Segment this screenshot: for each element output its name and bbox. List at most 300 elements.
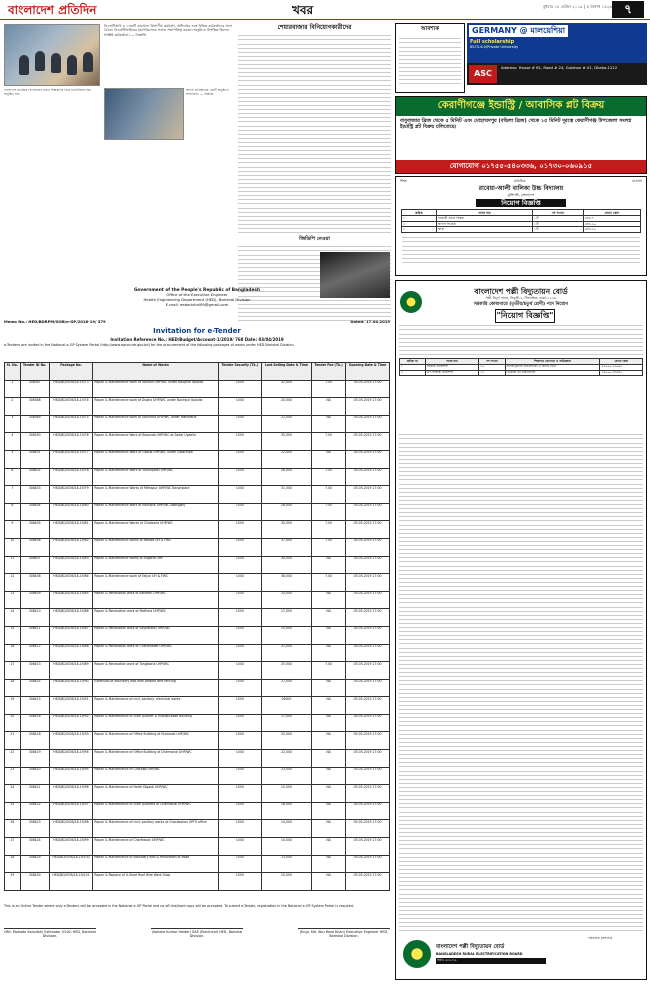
table-header-cell: ক্রমিক — [402, 210, 437, 216]
table-cell: 1000 — [218, 609, 261, 627]
table-cell: Repair & Renovation work of Kalirbari UHP/WC — [93, 591, 218, 609]
table-cell: 308420 — [20, 767, 49, 785]
table-cell: HED/BD/GOB/18-19/88 — [49, 644, 93, 662]
office-email: E-mail: eebarishal09@gmail.com — [165, 301, 229, 307]
table-cell: 22,000 — [261, 450, 311, 468]
table-cell: 05-05-2019 17:00 — [346, 802, 390, 820]
ad-headline: কেরাণীগঞ্জে ইন্ডাস্ট্রি / আবাসিক প্লট বিক্রয় — [396, 97, 646, 116]
table-cell: 308407 — [20, 556, 49, 574]
ad-address: Address: House # 61, Road # 24, Gulshan # 01, Dhaka-1212 — [501, 65, 618, 70]
table-row — [5, 450, 390, 468]
table-cell: সহকারী প্রধান শিক্ষক — [436, 215, 532, 221]
table-cell: 05-05-2019 17:00 — [346, 521, 390, 539]
table-row — [5, 820, 390, 838]
table-cell: 20,000 — [261, 398, 311, 416]
page-number: ৭ — [612, 1, 644, 18]
table-cell: 308388 — [20, 398, 49, 416]
table-cell: 1000 — [218, 785, 261, 803]
table-cell: ইলেকট্রিক্যাল ইঞ্জিনিয়ারিং-এ স্নাতক ডিগ্রি — [505, 364, 600, 370]
table-header-cell: পদের নাম — [425, 359, 479, 365]
table-cell: Repair & Maintenance works of Angaria UHP — [93, 556, 218, 574]
table-cell: 13,000 — [261, 855, 311, 873]
table-cell: 1000 — [218, 873, 261, 891]
section-title: খবর — [292, 3, 314, 17]
table-cell: NA — [312, 785, 346, 803]
table-cell: 1000 — [218, 380, 261, 398]
table-cell: 14 — [5, 609, 21, 627]
reb-subtitle: সরকারি কোষাগারে (তৃতীয়/চতুর্থ শ্রেণী) পদে নিয়োগ — [473, 302, 569, 307]
table-cell: 24 — [5, 785, 21, 803]
table-cell: HED/BD/GOB/18-19/90 — [49, 679, 93, 697]
asc-logo: ASC — [469, 65, 497, 83]
signature: (Ashoke Kumar Halder) SAE (Electrical) HED, Barishal Division. — [151, 930, 243, 939]
office-name: Office of the Executive Engineer — [166, 292, 228, 298]
table-cell: 308389 — [20, 415, 49, 433]
table-cell: HED/BD/GOB/18-19/86 — [49, 609, 93, 627]
table-header-cell: বেতন স্কেল — [583, 210, 640, 216]
table-row — [400, 370, 643, 376]
table-header-cell: Tender Fee (Tk.) — [312, 363, 346, 381]
table-cell: Repair & Maintenance of Staff Quarters of Charmonai UHP/WC — [93, 802, 218, 820]
story-photo — [104, 88, 184, 140]
table-header-cell: Sl. No. — [5, 363, 21, 381]
table-row — [5, 521, 390, 539]
table-cell: ১৬০০০-৩৮৬৪০ — [600, 370, 643, 376]
table-cell: ১ — [402, 215, 437, 221]
table-cell: NA — [312, 855, 346, 873]
table-cell: NA — [312, 732, 346, 750]
table-row — [5, 609, 390, 627]
asc-ad[interactable] — [467, 63, 647, 85]
reb-intro-text — [399, 323, 643, 356]
table-cell: 1000 — [218, 450, 261, 468]
tender-table — [4, 362, 390, 891]
table-cell: ১টি — [533, 227, 584, 233]
table-cell: 31,000 — [261, 486, 311, 504]
table-cell: 14,000 — [261, 820, 311, 838]
table-cell: 23 — [5, 767, 21, 785]
reb-name: বাংলাদেশ পল্লী বিদ্যুতায়ন বোর্ড — [474, 287, 568, 296]
table-cell: Repair & Maintenance work of Tolkhali UHP/WC under Bauphal Upazila — [93, 380, 218, 398]
table-cell: 23,000 — [261, 767, 311, 785]
table-row — [402, 227, 641, 233]
gov-name: Government of the People's Republic of Bangladesh — [133, 288, 261, 293]
table-cell: Repair & Maintenance of Staff Quarter & Multipurpose Building — [93, 714, 218, 732]
table-cell: 1000 — [218, 644, 261, 662]
table-cell: 05-05-2019 17:00 — [346, 697, 390, 715]
table-cell: 1 — [5, 380, 21, 398]
table-cell: 1000 — [218, 521, 261, 539]
classified-ad[interactable] — [395, 23, 465, 93]
masthead — [0, 0, 650, 20]
tender-intro: e-Tenders are invited in the National e-GP System Portal (http://www.eprocure.gov.bd) for the procurement of the following packages of works under HED Barishal Division. — [4, 343, 295, 347]
table-cell: NA — [312, 415, 346, 433]
table-cell: 37,000 — [261, 538, 311, 556]
reb-vacancy-table — [399, 358, 643, 376]
table-cell: Repair & Maintenance of civil, sanitary works at Charbashan UPFO office — [93, 820, 218, 838]
table-cell: 1000 — [218, 486, 261, 504]
table-cell: 1000 — [218, 820, 261, 838]
table-cell: আয়া — [436, 227, 532, 233]
table-cell: HED/BD/GOB/18-19/99 — [49, 838, 93, 856]
table-cell: 308402 — [20, 468, 49, 486]
table-cell: Repair & Renovation work of Charamaddi UHP/WC — [93, 644, 218, 662]
table-cell: 05-05-2019 17:00 — [346, 556, 390, 574]
table-cell: 3 — [5, 415, 21, 433]
table-cell: Repair & Maintenance of Boundary wall & renovation of Road — [93, 855, 218, 873]
table-row — [5, 644, 390, 662]
table-cell: 308390 — [20, 433, 49, 451]
table-cell: 7.00 — [312, 503, 346, 521]
table-cell: 308401 — [20, 450, 49, 468]
table-cell: HED/BD/GOB/18-19/83 — [49, 556, 93, 574]
table-cell: Repair & Maintenance work of Faljuri UH & FWC — [93, 574, 218, 592]
table-row — [5, 873, 390, 891]
headline[interactable]: জিডিপি নেওয়া — [299, 236, 330, 242]
issue-date: বুধবার ১৮ এপ্রিল ২০১৯ | ৫ বৈশাখ ১৪২৬ — [542, 4, 612, 9]
table-cell: Repair & Maintenance of North Digaldi UHP/WC — [93, 785, 218, 803]
table-cell: 4 — [5, 433, 21, 451]
tender-meta — [4, 320, 390, 325]
table-header-cell: ক্রমিক নং — [400, 359, 426, 365]
table-cell: 17,000 — [261, 609, 311, 627]
scholarship-ad[interactable] — [467, 23, 647, 63]
table-cell: 05-05-2019 17:00 — [346, 679, 390, 697]
newspaper-logo[interactable]: বাংলাদেশ প্রতিদিন — [8, 3, 97, 17]
table-cell: 25,000 — [261, 662, 311, 680]
table-header-cell: Package No. — [49, 363, 93, 381]
table-header-cell: Last Selling Date & Time — [261, 363, 311, 381]
table-cell: 1000 — [218, 662, 261, 680]
table-cell: 28,000 — [261, 503, 311, 521]
table-cell: 25 — [5, 802, 21, 820]
table-cell: 05-05-2019 17:00 — [346, 574, 390, 592]
table-cell: 05-05-2019 17:00 — [346, 398, 390, 416]
table-cell: ১৫ — [479, 370, 505, 376]
table-cell: 1000 — [218, 415, 261, 433]
table-cell: 308410 — [20, 609, 49, 627]
table-cell: ১টি — [533, 221, 584, 227]
table-cell: 6 — [5, 468, 21, 486]
table-cell: Repair & Maintenance works of Natiwa UH & FWC — [93, 538, 218, 556]
ad-subtitle: Full scholarship — [470, 39, 515, 45]
table-cell: 05-05-2019 17:00 — [346, 855, 390, 873]
table-cell: 10 — [5, 538, 21, 556]
table-cell: 12 — [5, 574, 21, 592]
memo-no: Memo No.: HED/BDRPM/GOB/e-GP/2018-19/ 379 — [4, 319, 106, 324]
table-cell: 7.00 — [312, 433, 346, 451]
table-cell: 05-05-2019 17:00 — [346, 450, 390, 468]
table-cell: 1000 — [218, 838, 261, 856]
table-cell: HED/BD/GOB/18-19/100 — [49, 855, 93, 873]
table-cell: ২ — [402, 221, 437, 227]
table-cell: 28 — [5, 855, 21, 873]
table-cell: 05-05-2019 17:00 — [346, 591, 390, 609]
table-cell: NA — [312, 644, 346, 662]
signature: (Engr. Md. Abu Reza Khan) Executive Engineer HED, Barishal Division. — [299, 930, 389, 939]
table-cell: HED/BD/GOB/18-19/78 — [49, 468, 93, 486]
table-cell: 14,000 — [261, 838, 311, 856]
table-header-cell: Tender Security (Tk.) — [218, 363, 261, 381]
table-cell: Extension of boundary wall with barbed wire fencing — [93, 679, 218, 697]
table-cell: 05-05-2019 17:00 — [346, 433, 390, 451]
reb-footer-english: BANGLADESH RURAL ELECTRIFICATION BOARD — [436, 952, 523, 956]
ad-body: বাবুবাজার ব্রিজ থেকে ৫ মিনিট এবং মোহাম্মদপুর (বছিলা ব্রিজ) থেকে ১৫ মিনিট দূরত্বে কেরাণীগঞ্জ উপজেলা সংলগ্ন ইন্ডাস্ট্রি প্লট বিক্রয় চলিতেছে। — [400, 117, 632, 131]
table-cell: 1000 — [218, 767, 261, 785]
table-cell: 05-05-2019 17:00 — [346, 767, 390, 785]
table-cell: HED/BD/GOB/18-19/87 — [49, 626, 93, 644]
ad-title: GERMANY @ মালয়েশিয়া — [469, 25, 568, 37]
table-cell: Repair & Maintenance of Office Building at Hizlamail UHP/WC — [93, 732, 218, 750]
table-cell: 05-05-2019 17:00 — [346, 380, 390, 398]
table-cell: NA — [312, 873, 346, 891]
table-row — [5, 750, 390, 768]
headline[interactable]: শেয়ারবাজার বিনিয়োগকারীদের — [277, 24, 352, 31]
table-cell: Repair & Maintenance Works of Mithapur UHP/WC Banaripara — [93, 486, 218, 504]
dept-name: Health Engineering Department (HED), Barishal Division — [143, 297, 251, 303]
table-cell: HED/BD/GOB/18-19/98 — [49, 820, 93, 838]
notice-label: শিক্ষা — [400, 179, 407, 183]
table-row — [5, 591, 390, 609]
reb-title: "নিয়োগ বিজ্ঞপ্তি" — [495, 309, 555, 323]
table-cell: Repair & Maintenance work of Dugha UHP/WC under Nazirpur Upazila — [93, 398, 218, 416]
school-address: মুন্সিগঞ্জ, বাংলাদেশ — [507, 192, 535, 197]
table-cell: NA — [312, 714, 346, 732]
table-cell: 05-05-2019 17:00 — [346, 644, 390, 662]
table-cell: Repair & Renovation work of Mathara UHP/WC — [93, 609, 218, 627]
table-cell: HED/BD/GOB/18-19/73 — [49, 380, 93, 398]
table-cell: 15,000 — [261, 785, 311, 803]
table-row — [5, 732, 390, 750]
table-cell: 1000 — [218, 468, 261, 486]
table-cell: 25,000 — [261, 626, 311, 644]
table-cell: 308405 — [20, 521, 49, 539]
table-cell: HED/BD/GOB/18-19/97 — [49, 802, 93, 820]
table-cell: 308415 — [20, 697, 49, 715]
table-cell: 35,000 — [261, 556, 311, 574]
table-cell: Repair & Maintenance Work of Swarupkati UHP/WC — [93, 468, 218, 486]
table-cell: 7.00 — [312, 538, 346, 556]
table-cell: অফিস সহায়ক — [436, 221, 532, 227]
table-cell: 308414 — [20, 679, 49, 697]
table-cell: 308408 — [20, 574, 49, 592]
table-cell: 308406 — [20, 538, 49, 556]
table-cell: HED/BD/GOB/18-19/92 — [49, 714, 93, 732]
table-cell: 25,000 — [261, 591, 311, 609]
table-cell: 27,000 — [261, 679, 311, 697]
table-cell: ৩ — [402, 227, 437, 233]
table-cell: Repair & Maintenance of civil, sanitary, electrical works — [93, 697, 218, 715]
table-cell: 308424 — [20, 838, 49, 856]
tender-title: Invitation for e-Tender — [153, 327, 241, 335]
table-cell: 22 — [5, 750, 21, 768]
table-cell: HED/BD/GOB/18-19/79 — [49, 486, 93, 504]
table-row — [5, 468, 390, 486]
signature-block — [4, 928, 390, 939]
table-cell: 30,000 — [261, 521, 311, 539]
notice-label: মাধ্যমিক — [513, 179, 526, 183]
table-cell: 05-05-2019 17:00 — [346, 838, 390, 856]
table-cell: 05-05-2019 17:00 — [346, 873, 390, 891]
table-cell: ২ — [400, 370, 426, 376]
table-cell: ১০ — [479, 364, 505, 370]
table-cell: NA — [312, 591, 346, 609]
table-cell: 16,000 — [261, 802, 311, 820]
table-row — [5, 802, 390, 820]
table-cell: NA — [312, 556, 346, 574]
reb-footer-logo-icon — [403, 940, 431, 968]
table-cell: HED/BD/GOB/18-19/82 — [49, 538, 93, 556]
table-cell: 308418 — [20, 732, 49, 750]
table-cell: Repair & Replace of U-Shed Roof Wire Work Shop — [93, 873, 218, 891]
table-cell: 7.00 — [312, 662, 346, 680]
ad-phone: যোগাযোগ ০১৭৫৫-৫৪০৩৩৬, ০১৭৩০-০৬০৯১৫ — [396, 160, 646, 173]
table-cell: 20,000 — [261, 873, 311, 891]
photo-caption: বাংলাদেশ মাধ্যমিক বিদ্যালয়ের প্রধান শিক্ষকদের নিয়ে মতবিনিময় সভা অনুষ্ঠিত হয়। — [4, 88, 92, 96]
ad-body-text — [399, 36, 461, 88]
notice-title: নিয়োগ বিজ্ঞপ্তি — [476, 199, 566, 207]
table-cell: 1000 — [218, 714, 261, 732]
table-cell: ২২০০০-৫৩০৬০ — [600, 364, 643, 370]
table-cell: HED/BD/GOB/18-19/80 — [49, 503, 93, 521]
table-row — [5, 380, 390, 398]
table-cell: 308387 — [20, 380, 49, 398]
table-row — [5, 503, 390, 521]
story-body: বিএসটিআই ও ১৩৩টি কারখানা বিভাগীয় কর্মকর্তা, অধিদপ্তর এবং বিভিন্ন কর্মকর্তাদের সঙ্গে বৈঠক। বিএসটিআইয়ের মহাপরিচালক সভায় সভাপতিত্ব করেন। অনুষ্ঠানে উপস্থিত ছিলেন সংশ্লিষ্ট কর্মকর্তারা। — বিজ্ঞপ্তি — [104, 24, 232, 37]
table-cell: 11 — [5, 556, 21, 574]
table-row — [5, 398, 390, 416]
table-row — [5, 574, 390, 592]
ad-title: আবশ্যক — [420, 26, 440, 32]
table-cell: 26 — [5, 820, 21, 838]
table-cell: NA — [312, 609, 346, 627]
table-cell: 308403 — [20, 486, 49, 504]
tender-reference: Invitation Reference No.: HED/Budget/Account-1/2019/ 768 Date: 03/04/2019 — [110, 337, 284, 342]
table-header-cell: Name of Works — [93, 363, 218, 381]
table-cell: NA — [312, 398, 346, 416]
school-name: রাবেয়া-আলী বালিকা উচ্চ বিদ্যালয় — [478, 185, 564, 193]
table-row — [5, 767, 390, 785]
table-cell: 1000 — [218, 679, 261, 697]
table-cell: 308416 — [20, 714, 49, 732]
recruitment-notice — [395, 176, 647, 276]
reb-signature: পরিচালক (প্রশাসন) — [587, 936, 613, 940]
vacancy-table — [401, 209, 641, 232]
table-cell: 1000 — [218, 574, 261, 592]
table-cell: 35,000 — [261, 433, 311, 451]
table-cell: 1000 — [218, 433, 261, 451]
table-cell: 1000 — [218, 503, 261, 521]
table-cell: Repair & Maintenance work of Gourikha UHP/WC under Mathbaria — [93, 415, 218, 433]
table-row — [5, 714, 390, 732]
table-row — [5, 626, 390, 644]
notice-body-text — [402, 235, 640, 263]
table-cell: 9 — [5, 521, 21, 539]
table-cell: HED/BD/GOB/18-19/85 — [49, 591, 93, 609]
story-photo — [4, 24, 100, 86]
table-cell: 5 — [5, 450, 21, 468]
reb-terms-text — [399, 432, 643, 932]
table-cell: ডিপ্লোমা ইন ইঞ্জিনিয়ারিং — [505, 370, 600, 376]
table-cell: গ্রেড-৭ — [583, 215, 640, 221]
table-cell: গ্রেড-২০ — [583, 227, 640, 233]
table-cell: 20 — [5, 714, 21, 732]
table-header-cell: পদ সংখ্যা — [479, 359, 505, 365]
table-cell: সহকারী প্রকৌশলী — [425, 364, 479, 370]
tender-header — [4, 288, 390, 308]
table-cell: NA — [312, 750, 346, 768]
table-cell: 21 — [5, 732, 21, 750]
table-header-cell: পদ সংখ্যা — [533, 210, 584, 216]
table-cell: Repair & Renovation work of Sayedkathi UHP/WC — [93, 626, 218, 644]
table-cell: 1000 — [218, 855, 261, 873]
table-header-cell: Opening Date & Time — [346, 363, 390, 381]
table-cell: 308409 — [20, 591, 49, 609]
table-cell: NA — [312, 697, 346, 715]
table-cell: 05-05-2019 17:00 — [346, 662, 390, 680]
table-cell: 15 — [5, 626, 21, 644]
table-header-cell: বেতন স্কেল — [600, 359, 643, 365]
table-cell: 1000 — [218, 750, 261, 768]
table-cell: 1000 — [218, 591, 261, 609]
table-cell: NA — [312, 679, 346, 697]
table-cell: 308429 — [20, 855, 49, 873]
table-cell: 2 — [5, 398, 21, 416]
table-header-cell: পদের নাম — [436, 210, 532, 216]
table-cell: 05-05-2019 17:00 — [346, 538, 390, 556]
table-cell: উপ-সহকারী প্রকৌশলী — [425, 370, 479, 376]
table-cell: 29 — [5, 873, 21, 891]
table-cell: 308412 — [20, 644, 49, 662]
table-cell: 21,000 — [261, 415, 311, 433]
table-cell: 27 — [5, 838, 21, 856]
table-cell: HED/BD/GOB/18-19/96 — [49, 785, 93, 803]
table-row — [5, 538, 390, 556]
table-cell: 05-05-2019 17:00 — [346, 468, 390, 486]
table-cell: 308430 — [20, 873, 49, 891]
table-header-cell: শিক্ষাগত যোগ্যতা ও অভিজ্ঞতা — [505, 359, 600, 365]
table-cell: 26,000 — [261, 468, 311, 486]
table-cell: HED/BD/GOB/18-19/74 — [49, 398, 93, 416]
table-header-cell: Tender ID No. — [20, 363, 49, 381]
table-cell: Repair & Maintenance Works of Charbaria UHP/WC — [93, 521, 218, 539]
table-cell: 308419 — [20, 750, 49, 768]
table-cell: HED/BD/GOB/18-19/89 — [49, 662, 93, 680]
plot-sale-ad[interactable] — [395, 96, 647, 174]
photo-caption: আপন প্রতিষ্ঠানের একটি অনুষ্ঠানে অতিথিরা। — বিজ্ঞপ্তি — [186, 88, 229, 96]
table-cell: NA — [312, 450, 346, 468]
table-cell: 05-05-2019 17:00 — [346, 415, 390, 433]
table-row — [5, 838, 390, 856]
table-cell: HED/BD/GOB/18-19/91 — [49, 697, 93, 715]
table-cell: Repair & Renovation work of Tongibaria UHP/WC — [93, 662, 218, 680]
story-body-text — [238, 33, 391, 233]
table-cell: 7.00 — [312, 380, 346, 398]
table-cell: 13 — [5, 591, 21, 609]
table-cell: 1000 — [218, 732, 261, 750]
table-cell: HED/BD/GOB/18-19/95 — [49, 767, 93, 785]
table-row — [5, 662, 390, 680]
table-cell: 1000 — [218, 556, 261, 574]
table-cell: 1000 — [218, 626, 261, 644]
table-cell: HED/BD/GOB/18-19/101 — [49, 873, 93, 891]
table-cell: 05-05-2019 17:00 — [346, 750, 390, 768]
table-cell: 1000 — [218, 538, 261, 556]
table-cell: Repair & Maintenance of Office Building at Charmonai UHP/WC — [93, 750, 218, 768]
table-cell: 17 — [5, 662, 21, 680]
table-row — [5, 433, 390, 451]
table-row — [5, 679, 390, 697]
